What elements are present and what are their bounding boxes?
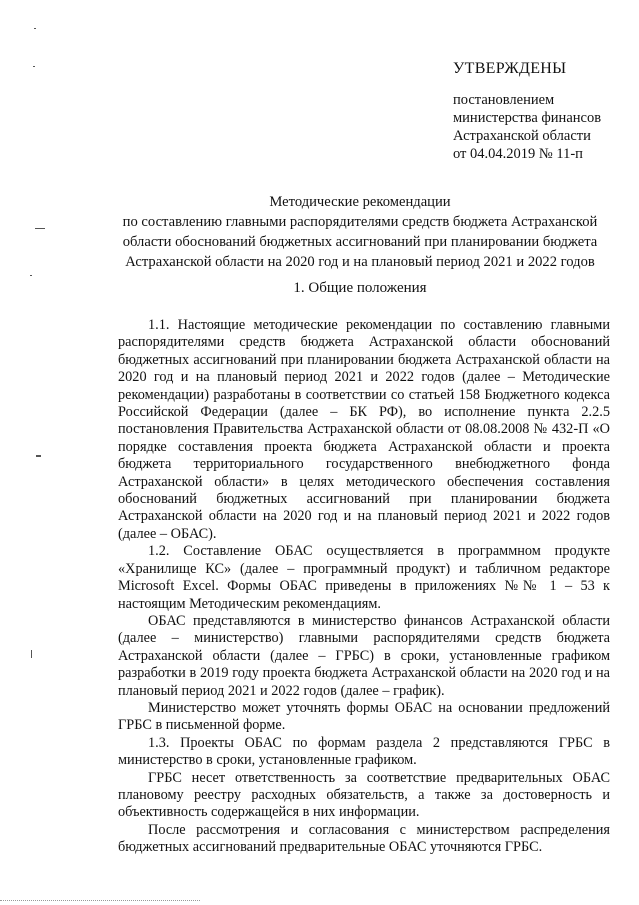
approval-heading: УТВЕРЖДЕНЫ [453,60,567,77]
paragraph: 1.3. Проекты ОБАС по формам раздела 2 представляются ГРБС в министерство в сроки, установленные графиком. [118,734,610,769]
title-line: Методические рекомендации [269,194,451,210]
approval-line: постановлением [453,92,555,108]
document-body [118,317,610,857]
title-line: по составлению главными распорядителями средств бюджета Астраханской [122,214,598,230]
paragraph: ГРБС несет ответственность за соответствие предварительных ОБАС плановому реестру расходных обязательств, а также за достоверность и объективность содержащейся в них информации. [118,769,610,821]
scan-mark [30,275,32,276]
footer-rule [0,900,200,901]
title-line: области обоснований бюджетных ассигнований при планировании бюджета [122,234,598,250]
scan-mark [36,455,41,457]
scan-mark [35,228,45,229]
approval-line: Астраханской области [453,128,591,144]
paragraph: 1.1. Настоящие методические рекомендации по составлению главными распорядителями средств бюджета Астраханской области обоснований бюджетных ассигнований при планировании бюджета Астраханской области на 2020 год и на плановый период 2021 и 2022 годов (далее – Методические рекомендации) разработаны в соответствии со статьей 158 Бюджетного кодекса Российской Федерации (далее – БК РФ), во исполнение пункта 2.2.5 постановления Правительства Астраханской области от 08.08.2008 № 432-П «О порядке составления проекта бюджета Астраханской области и проекта бюджета территориального государственного внебюджетного фонда Астраханской области» в целях методического обеспечения составления обоснований бюджетных ассигнований при планировании бюджета Астраханской области на 2020 год и на плановый период 2021 и 2022 годов (далее – ОБАС). [118,317,610,542]
scan-mark [34,28,36,29]
scan-mark [31,650,32,658]
approval-stamp [453,60,601,163]
approval-line: министерства финансов [453,110,602,126]
approval-line: от 04.04.2019 № 11-п [453,146,583,162]
section-heading: 1. Общие положения [293,280,427,296]
paragraph: После рассмотрения и согласования с министерством распределения бюджетных ассигнований предварительные ОБАС уточняются ГРБС. [118,821,610,856]
paragraph: ОБАС представляются в министерство финансов Астраханской области (далее – министерство) главными распорядителями средств бюджета Астраханской области (далее – ГРБС) в сроки, установленные графиком разработки в 2019 году проекта бюджета Астраханской области на 2020 год и на плановый период 2021 и 2022 годов (далее – график). [118,612,610,699]
document-title [100,192,620,272]
title-line: Астраханской области на 2020 год и на плановый период 2021 и 2022 годов [125,254,595,270]
paragraph: Министерство может уточнять формы ОБАС на основании предложений ГРБС в письменной форме. [118,699,610,734]
scan-mark [33,66,35,67]
paragraph: 1.2. Составление ОБАС осуществляется в программном продукте «Хранилище КС» (далее – программный продукт) и табличном редакторе Microsoft Excel. Формы ОБАС приведены в приложениях №№ 1 – 53 к настоящим Методическим рекомендациям. [118,543,610,612]
